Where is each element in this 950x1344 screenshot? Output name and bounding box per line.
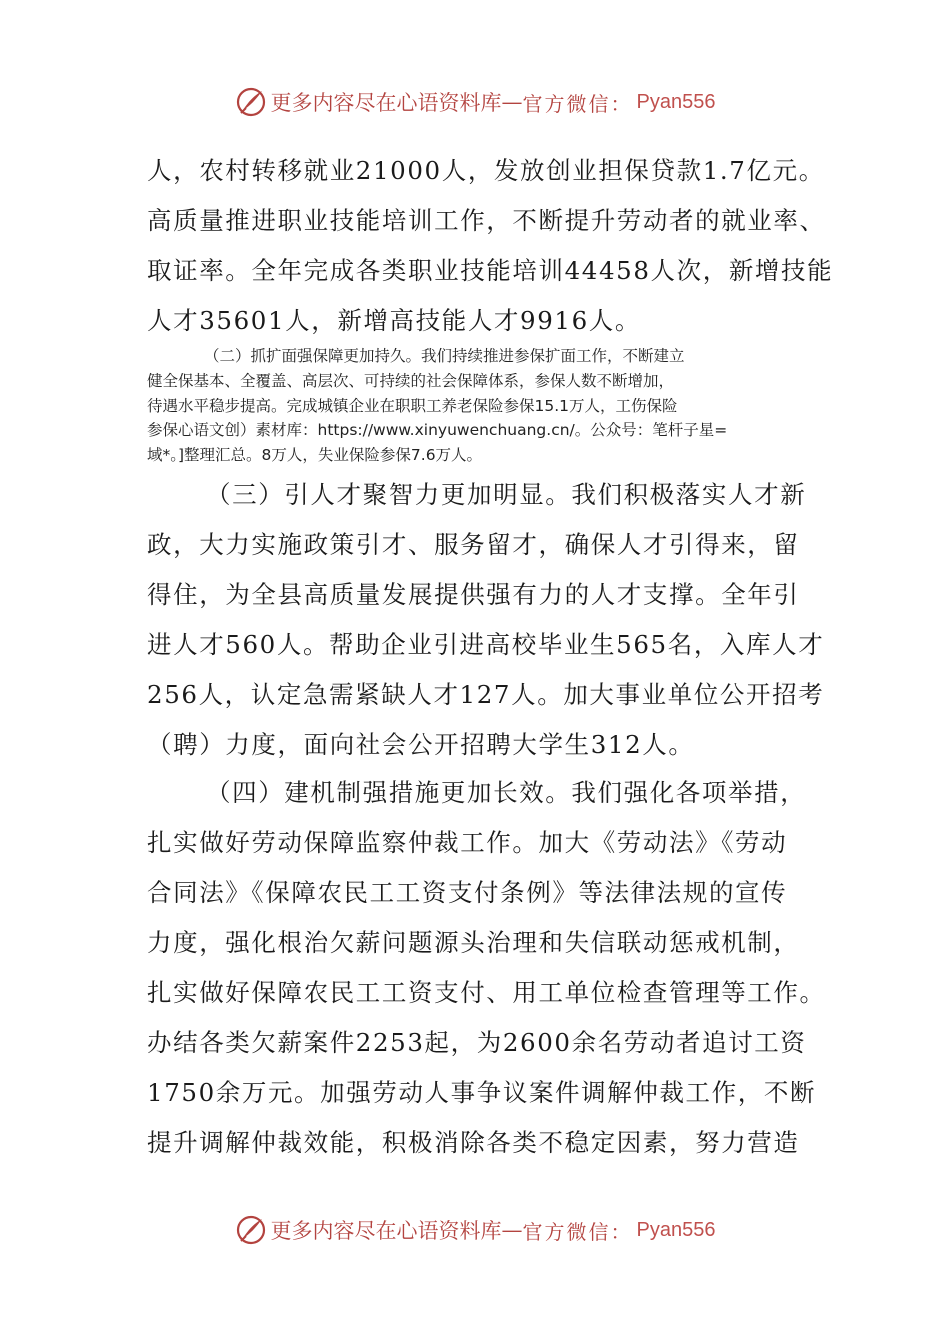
text-line: 得住，为全县高质量发展提供强有力的人才支撑。全年引: [147, 580, 800, 609]
text-line: 人，农村转移就业21000人，发放创业担保贷款1.7亿元。: [147, 156, 825, 185]
wechat-label: 官方微信：: [522, 1219, 633, 1244]
paragraph-employment: [147, 146, 834, 346]
text-line: 取证率。全年完成各类职业技能培训44458人次，新增技能: [147, 256, 834, 285]
text-line: 合同法》《保障农民工工资支付条例》等法律法规的宣传: [147, 878, 788, 907]
brand-name: 更多内容尽在心语资料库: [270, 91, 502, 115]
brand-separator: —: [501, 1218, 523, 1242]
text-line: （聘）力度，面向社会公开招聘大学生312人。: [147, 730, 695, 759]
text-line: 扎实做好劳动保障监察仲裁工作。加大《劳动法》《劳动: [147, 828, 788, 857]
text-line: 政，大力实施政策引才、服务留才，确保人才引得来，留: [147, 530, 800, 559]
header-watermark-banner: [0, 82, 950, 122]
wechat-id: Pyan556: [636, 1218, 716, 1241]
text-line: 1750余万元。加强劳动人事争议案件调解仲裁工作，不断: [147, 1078, 817, 1107]
brand-separator: —: [501, 90, 523, 114]
text-line: （四）建机制强措施更加长效。我们强化各项举措，: [206, 778, 807, 807]
paragraph-talent: [147, 470, 825, 770]
paragraph-social-security: [147, 344, 807, 468]
paragraph-mechanism: [147, 768, 826, 1168]
text-line: 提升调解仲裁效能，积极消除各类不稳定因素，努力营造: [147, 1128, 800, 1157]
wechat-id: Pyan556: [636, 90, 716, 113]
text-line: 域*。]整理汇总。8万人，失业保险参保7.6万人。: [147, 446, 483, 465]
text-line: 人才35601人，新增高技能人才9916人。: [147, 306, 641, 335]
text-line: 办结各类欠薪案件2253起，为2600余名劳动者追讨工资: [147, 1028, 807, 1057]
text-line: 参保心语文创）素材库：https://www.xinyuwenchuang.cn/。公众号：笔杆子星=: [147, 421, 728, 440]
text-line: （三）引人才聚智力更加明显。我们积极落实人才新: [206, 480, 807, 509]
quill-logo-icon: [235, 1214, 267, 1246]
text-line: 256人，认定急需紧缺人才127人。加大事业单位公开招考: [147, 680, 825, 709]
text-line: 高质量推进职业技能培训工作，不断提升劳动者的就业率、: [147, 206, 826, 235]
text-line: 进人才560人。帮助企业引进高校毕业生565名，入库人才: [147, 630, 825, 659]
text-line: 待遇水平稳步提高。完成城镇企业在职职工养老保险参保15.1万人，工伤保险: [147, 396, 678, 415]
footer-watermark-banner: [0, 1210, 950, 1250]
text-line: 力度，强化根治欠薪问题源头治理和失信联动惩戒机制，: [147, 928, 800, 957]
text-line: 扎实做好保障农民工工资支付、用工单位检查管理等工作。: [147, 978, 826, 1007]
wechat-label: 官方微信：: [522, 91, 633, 116]
text-line: 健全保基本、全覆盖、高层次、可持续的社会保障体系，参保人数不断增加，: [147, 371, 675, 390]
quill-logo-icon: [235, 86, 267, 118]
text-line: （二）抓扩面强保障更加持久。我们持续推进参保扩面工作，不断建立: [204, 347, 685, 365]
brand-name: 更多内容尽在心语资料库: [270, 1219, 502, 1243]
